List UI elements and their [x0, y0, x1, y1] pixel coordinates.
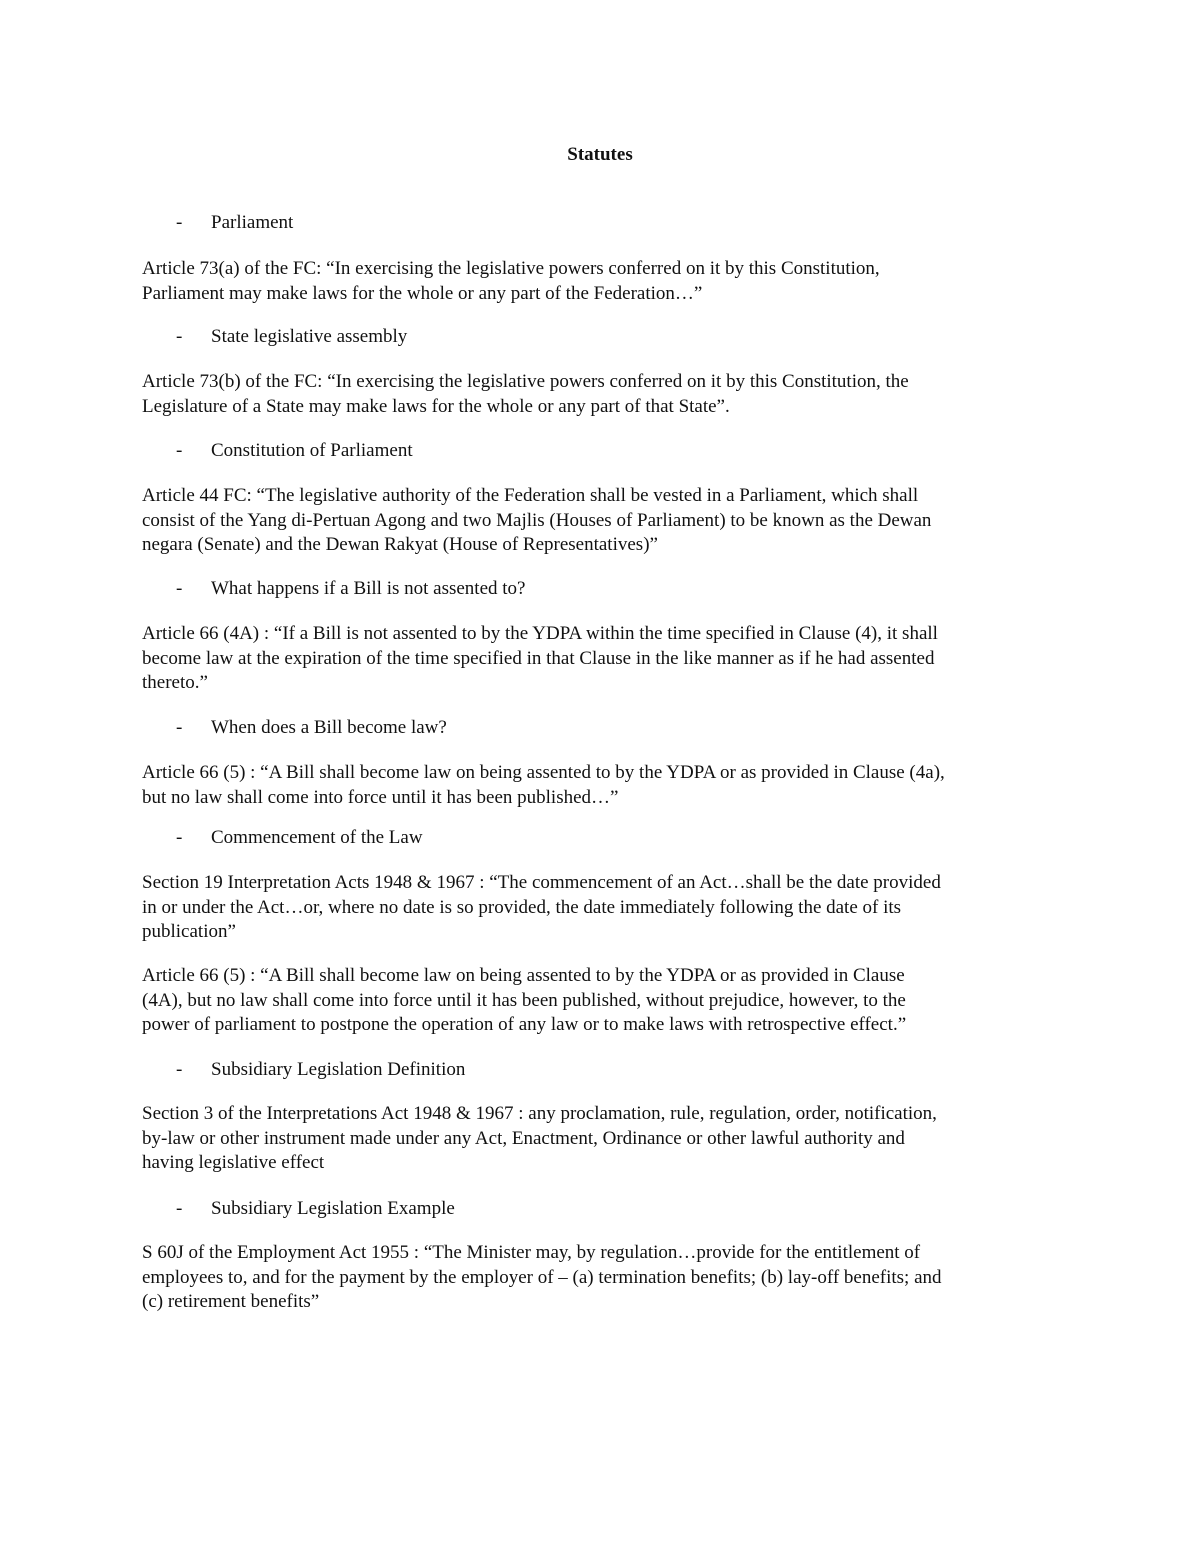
- bullet-dash: -: [176, 212, 183, 233]
- bullet-dash: -: [176, 578, 183, 599]
- section-heading-label: Parliament: [211, 212, 294, 233]
- section-heading-label: Commencement of the Law: [211, 827, 423, 848]
- paragraph-s-60j: S 60J of the Employment Act 1955 : “The Minister may, by regulation…provide for the entitlement of employees to, and for the payment by the employer of – (a) termination benefits; (b) lay-off benefits; and (c) retirement benefits”: [142, 1242, 942, 1313]
- paragraph-article-73b: Article 73(b) of the FC: “In exercising the legislative powers conferred on it by this Constitution, the Legislature of a State may make laws for the whole or any part of that State”.: [142, 371, 909, 417]
- section-heading-label: Constitution of Parliament: [211, 440, 413, 461]
- section-heading-subsidiary-legislation-definition: [176, 1057, 465, 1083]
- section-heading-constitution-of-parliament: [176, 438, 413, 464]
- paragraph-section-19: Section 19 Interpretation Acts 1948 & 1967 : “The commencement of an Act…shall be the date provided in or under the Act…or, where no date is so provided, the date immediately following the date of its publication”: [142, 872, 941, 943]
- paragraph-article-73a: Article 73(a) of the FC: “In exercising the legislative powers conferred on it by this Constitution, Parliament may make laws for the whole or any part of the Federation…”: [142, 258, 880, 304]
- bullet-dash: -: [176, 1198, 183, 1219]
- section-heading-label: Subsidiary Legislation Definition: [211, 1059, 466, 1080]
- section-heading-label: What happens if a Bill is not assented to?: [211, 578, 526, 599]
- section-heading-label: Subsidiary Legislation Example: [211, 1198, 455, 1219]
- bullet-dash: -: [176, 440, 183, 461]
- bullet-dash: -: [176, 1059, 183, 1080]
- section-heading-label: When does a Bill become law?: [211, 717, 447, 738]
- bullet-dash: -: [176, 326, 183, 347]
- paragraph-article-44: Article 44 FC: “The legislative authority of the Federation shall be vested in a Parliament, which shall consist of the Yang di-Pertuan Agong and two Majlis (Houses of Parliament) to be known as the Dewan negara (Senate) and the Dewan Rakyat (House of Representatives)”: [142, 485, 932, 556]
- paragraph-article-66-5-full: Article 66 (5) : “A Bill shall become law on being assented to by the YDPA or as provided in Clause (4A), but no law shall come into force until it has been published, without prejudice, however, to the power of parliament to postpone the operation of any law or to make laws with retrospective effect.”: [142, 965, 907, 1036]
- page-title: Statutes: [567, 144, 633, 165]
- section-heading-bill-become-law: [176, 715, 447, 741]
- section-heading-label: State legislative assembly: [211, 326, 408, 347]
- paragraph-article-66-4a: Article 66 (4A) : “If a Bill is not assented to by the YDPA within the time specified in Clause (4), it shall become law at the expiration of the time specified in that Clause in the like manner as if he had assented thereto.”: [142, 623, 938, 694]
- bullet-dash: -: [176, 827, 183, 848]
- section-heading-parliament: [176, 210, 293, 236]
- bullet-dash: -: [176, 717, 183, 738]
- section-heading-commencement-of-law: [176, 825, 423, 851]
- paragraph-article-66-5: Article 66 (5) : “A Bill shall become law on being assented to by the YDPA or as provided in Clause (4a), but no law shall come into force until it has been published…”: [142, 762, 945, 808]
- section-heading-bill-not-assented: [176, 576, 525, 602]
- section-heading-subsidiary-legislation-example: [176, 1196, 455, 1222]
- section-heading-state-legislative-assembly: [176, 324, 407, 350]
- paragraph-section-3: Section 3 of the Interpretations Act 1948 & 1967 : any proclamation, rule, regulation, order, notification, by-law or other instrument made under any Act, Enactment, Ordinance or other lawful authority and having legislative effect: [142, 1103, 937, 1174]
